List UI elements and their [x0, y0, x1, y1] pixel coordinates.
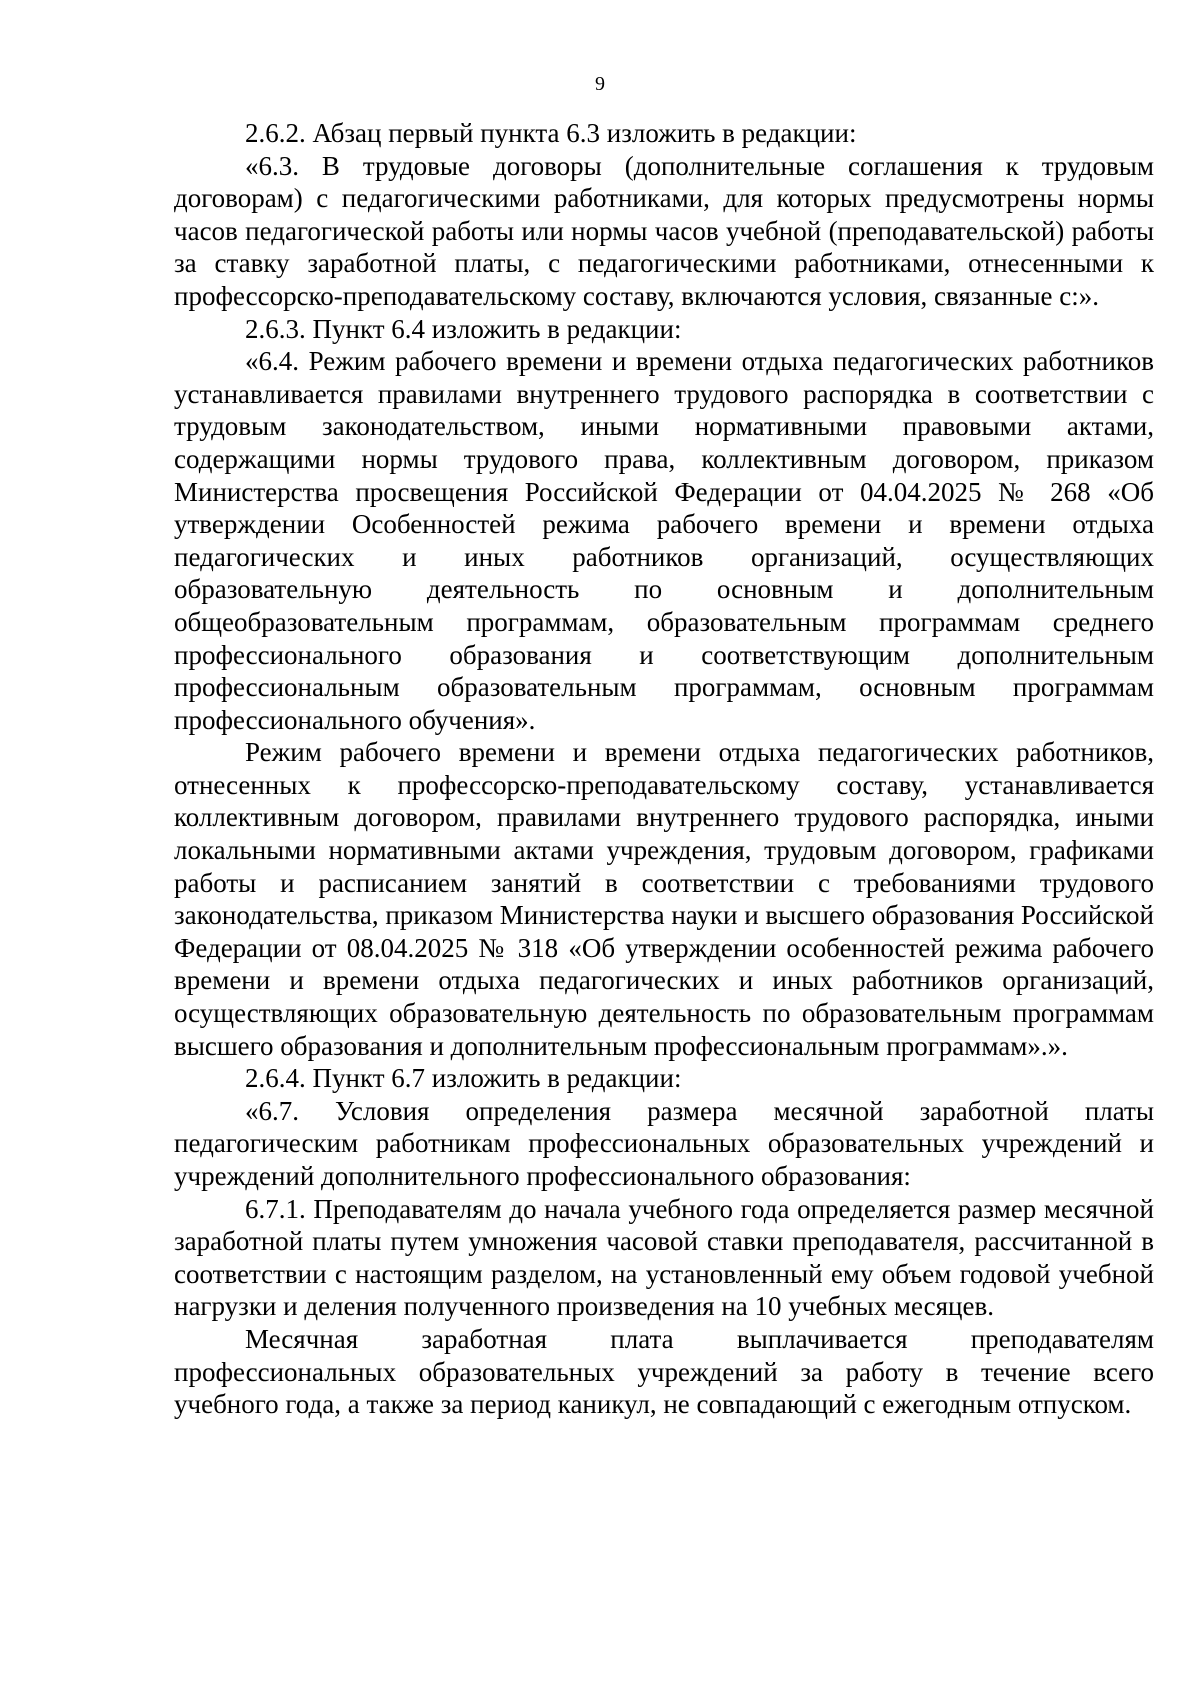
paragraph-2-6-4: 2.6.4. Пункт 6.7 изложить в редакции: [245, 1063, 682, 1094]
page-number: 9 [595, 73, 605, 95]
paragraph-6-7-1: 6.7.1. Преподавателям до начала учебного года определяется размер месячной заработной платы путем умножения часовой ставки преподавателя, рассчитанной в соответствии с настоящим разделом, на установленный ему объем годовой учебной нагрузки и деления полученного произведения на 10 учебных месяцев. [174, 1193, 1154, 1322]
paragraph-6-7: «6.7. Условия определения размера месячной заработной платы педагогическим работникам профессиональных образовательных учреждений и учреждений дополнительного профессионального образования: [174, 1095, 1154, 1191]
document-body [174, 117, 1154, 1421]
paragraph-monthly-salary: Месячная заработная плата выплачивается преподавателям профессиональных образовательных учреждений за работу в течение всего учебного года, а также за период каникул, не совпадающий с ежегодным отпуском. [174, 1323, 1154, 1420]
paragraph-2-6-2: 2.6.2. Абзац первый пункта 6.3 изложить в редакции: [245, 118, 857, 148]
paragraph-6-4-second: Режим рабочего времени и времени отдыха педагогических работников, отнесенных к профессорско-преподавательскому составу, устанавливается коллективным договором, правилами внутреннего трудового распорядка, иными локальными нормативными актами учреждения, трудовым договором, графиками работы и расписанием занятий в соответствии с требованиями трудового законодательства, приказом Министерства науки и высшего образования Российской Федерации от 08.04.2025 № 318 «Об утверждении особенностей режима рабочего времени и времени отдыха педагогических и иных работников организаций, осуществляющих образовательную деятельность по образовательным программам высшего образования и дополнительным профессиональным программам».». [174, 737, 1154, 1061]
paragraph-2-6-3: 2.6.3. Пункт 6.4 изложить в редакции: [245, 313, 682, 344]
paragraph-6-3: «6.3. В трудовые договоры (дополнительные соглашения к трудовым договорам) с педагогическими работниками, для которых предусмотрены нормы часов педагогической работы или нормы часов учебной (преподавательской) работы за ставку заработной платы, с педагогическими работниками, отнесенными к профессорско-преподавательскому составу, включаются условия, связанные с:». [174, 150, 1154, 311]
paragraph-6-4: «6.4. Режим рабочего времени и времени отдыха педагогических работников устанавливается правилами внутреннего трудового распорядка в соответствии с трудовым законодательством, иными нормативными правовыми актами, содержащими нормы трудового права, коллективным договором, приказом Министерства просвещения Российской Федерации от 04.04.2025 № 268 «Об утверждении Особенностей режима рабочего времени и времени отдыха педагогических и иных работников организаций, осуществляющих образовательную деятельность по основным и дополнительным общеобразовательным программам, образовательным программам среднего профессионального образования и соответствующим дополнительным профессиональным образовательным программам, основным программам профессионального обучения». [174, 346, 1154, 735]
